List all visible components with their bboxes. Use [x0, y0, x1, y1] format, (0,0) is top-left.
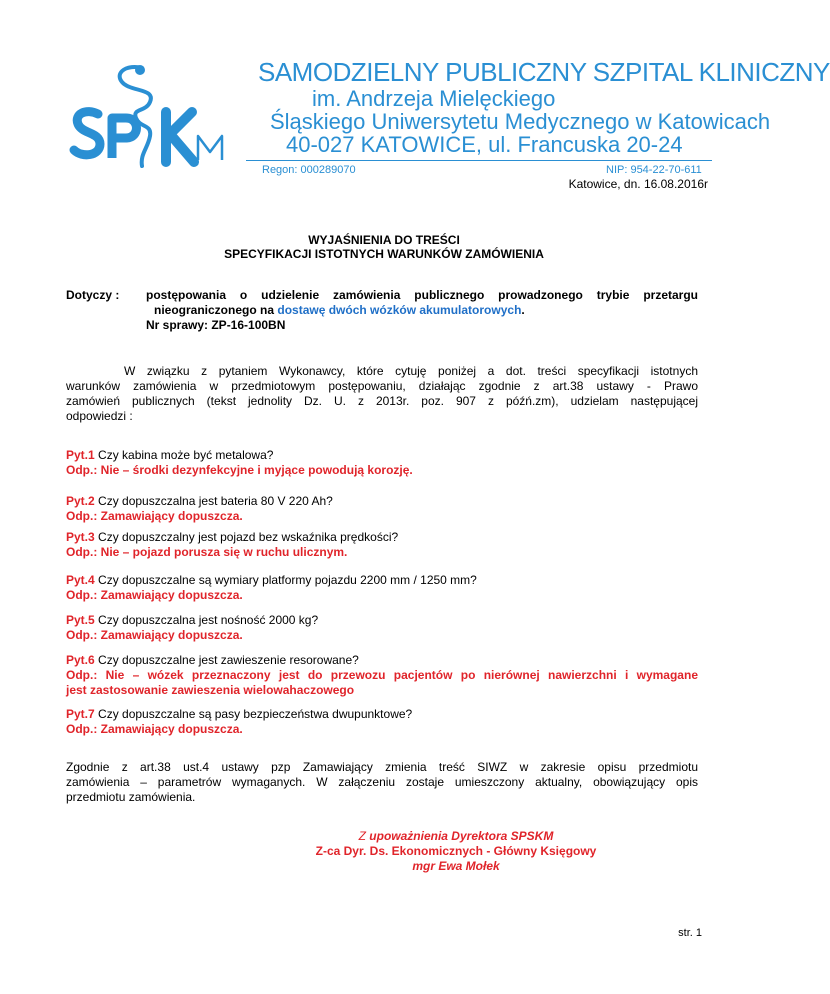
signature-authorization: [296, 829, 616, 843]
signature-line1: upoważnienia Dyrektora SPSKM: [365, 829, 554, 843]
question-text: Czy dopuszczalny jest pojazd bez wskaźnika prędkości?: [94, 530, 399, 544]
hospital-logo: [70, 62, 240, 172]
question-tag: Pyt.6: [66, 653, 95, 667]
signature-z: Z: [358, 829, 366, 843]
qa-item: [66, 448, 706, 478]
answer-text: Odp.: Zamawiający dopuszcza.: [66, 628, 243, 642]
qa-item: [66, 653, 706, 698]
letterhead-rule: [246, 160, 712, 161]
answer-text: Odp.: Nie – środki dezynfekcyjne i myjące powodują korozję.: [66, 463, 413, 477]
qa-item: [66, 494, 706, 524]
closing-line: zamówienia – parametrów wymaganych. W załączeniu zostaje umieszczony aktualny, obowiązujący opis: [66, 775, 698, 789]
document-title-line2: SPECYFIKACJI ISTOTNYCH WARUNKÓW ZAMÓWIENIA: [224, 247, 544, 261]
closing-paragraph: [66, 760, 698, 805]
closing-line: Zgodnie z art.38 ust.4 ustawy pzp Zamawiający zmienia treść SIWZ w zakresie opisu przedmiotu: [66, 760, 698, 774]
question-text: Czy kabina może być metalowa?: [94, 448, 274, 462]
question-tag: Pyt.4: [66, 573, 95, 587]
regon-number: Regon: 000289070: [262, 164, 356, 176]
question-text: Czy dopuszczalne są wymiary platformy pojazdu 2200 mm / 1250 mm?: [94, 573, 477, 587]
subject-label: Dotyczy :: [66, 288, 120, 302]
answer-text: Odp.: Nie – pojazd porusza się w ruchu ulicznym.: [66, 545, 348, 559]
hospital-address: 40-027 KATOWICE, ul. Francuska 20-24: [286, 132, 683, 157]
question-text: Czy dopuszczalna jest bateria 80 V 220 Ah?: [94, 494, 333, 508]
qa-item: [66, 530, 706, 560]
document-title-line1: WYJAŚNIENIA DO TREŚCI: [308, 233, 460, 247]
subject-line2-prefix: nieograniczonego na: [154, 303, 278, 317]
question-text: Czy dopuszczalna jest nośność 2000 kg?: [94, 613, 319, 627]
question-tag: Pyt.2: [66, 494, 95, 508]
case-number: Nr sprawy: ZP-16-100BN: [146, 318, 286, 332]
subject-line1: postępowania o udzielenie zamówienia publicznego prowadzonego trybie przetargu: [146, 288, 698, 302]
intro-line: odpowiedzi :: [66, 409, 133, 423]
intro-line: W związku z pytaniem Wykonawcy, które cytuję poniżej a dot. treści specyfikacji istotnych: [124, 364, 698, 378]
question-tag: Pyt.7: [66, 707, 95, 721]
hospital-university: Śląskiego Uniwersytetu Medycznego w Katowicach: [270, 109, 771, 134]
hospital-patron: im. Andrzeja Mielęckiego: [312, 86, 556, 111]
intro-paragraph: [66, 364, 698, 424]
answer-text: Odp.: Nie – wózek przeznaczony jest do przewozu pacjentów po nierównej nawierzchni i wymagane: [66, 668, 698, 682]
answer-text: Odp.: Zamawiający dopuszcza.: [66, 588, 243, 602]
question-tag: Pyt.5: [66, 613, 95, 627]
signature-name: mgr Ewa Mołek: [412, 859, 500, 873]
answer-text: Odp.: Zamawiający dopuszcza.: [66, 722, 243, 736]
answer-text: Odp.: Zamawiający dopuszcza.: [66, 509, 243, 523]
question-text: Czy dopuszczalne jest zawieszenie resorowane?: [94, 653, 359, 667]
subject-line2-suffix: .: [521, 303, 525, 317]
hospital-name: SAMODZIELNY PUBLICZNY SZPITAL KLINICZNY: [258, 57, 830, 87]
qa-item: [66, 613, 706, 643]
subject-text: [146, 288, 698, 333]
closing-line: przedmiotu zamówienia.: [66, 790, 196, 804]
document-date: Katowice, dn. 16.08.2016r: [568, 177, 708, 191]
question-tag: Pyt.1: [66, 448, 95, 462]
signature-position: Z-ca Dyr. Ds. Ekonomicznych - Główny Księgowy: [315, 844, 597, 858]
subject-highlight: dostawę dwóch wózków akumulatorowych: [277, 303, 522, 317]
qa-item: [66, 573, 706, 603]
intro-line: warunków zamówienia w przedmiotowym postępowaniu, działając zgodnie z art.38 ustawy - Prawo: [66, 379, 698, 393]
page-number: str. 1: [678, 927, 702, 939]
qa-item: [66, 707, 706, 737]
question-text: Czy dopuszczalne są pasy bezpieczeństwa dwupunktowe?: [94, 707, 413, 721]
subject-line2: [146, 303, 698, 318]
nip-number: NIP: 954-22-70-611: [606, 164, 702, 176]
question-tag: Pyt.3: [66, 530, 95, 544]
answer-text-continued: jest zastosowanie zawieszenia wielowahaczowego: [66, 683, 355, 697]
intro-line: zamówień publicznych (tekst jednolity Dz. U. z 2013r. poz. 907 z późń.zm), udzielam następującej: [66, 394, 698, 408]
